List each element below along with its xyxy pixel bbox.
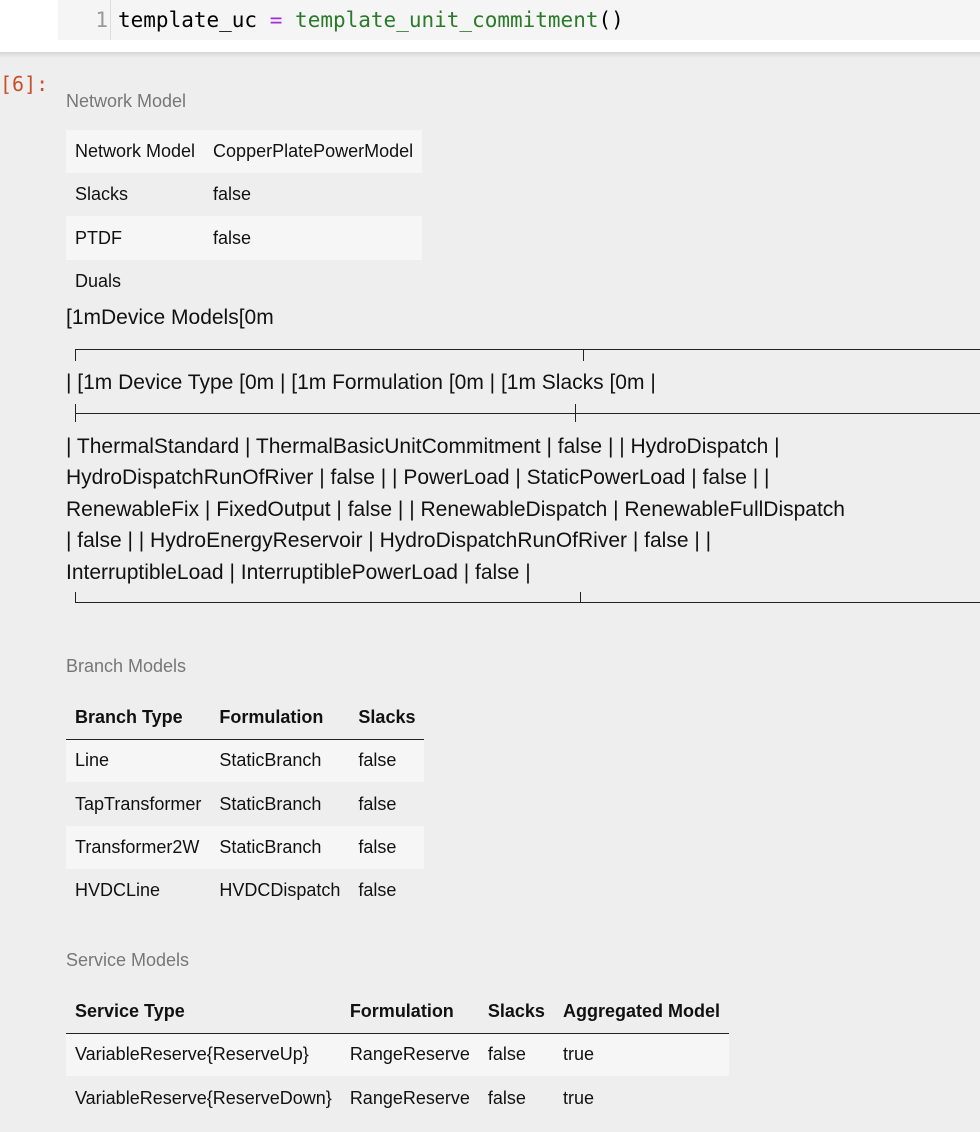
branch-models-title: Branch Models	[66, 656, 187, 676]
table-cell: false	[487, 1087, 526, 1108]
table-header-cell: Slacks	[358, 706, 416, 727]
table-header-row	[66, 990, 729, 1033]
table-cell: PTDF	[75, 227, 122, 248]
output-prompt: [6]:	[0, 72, 49, 96]
table-cell: false	[358, 880, 397, 900]
table-header-cell: Branch Type	[75, 706, 183, 727]
table-row	[66, 1033, 729, 1076]
device-models-title: [1mDevice Models[0m	[66, 306, 274, 329]
table-cell: HVDCLine	[75, 880, 161, 900]
table-header-cell: Formulation	[219, 706, 324, 727]
device-models-line: | false | | HydroEnergyReservoir | HydroDispatchRunOfRiver | false | |	[66, 529, 712, 552]
code-variable: template_uc	[118, 8, 258, 32]
table-cell: true	[562, 1087, 594, 1108]
table-cell: RangeReserve	[349, 1087, 470, 1108]
table-cell: HVDCDispatch	[219, 880, 341, 900]
table-cell: TapTransformer	[75, 793, 202, 814]
table-header-cell: Service Type	[75, 1000, 185, 1021]
box-border-top	[75, 349, 980, 350]
table-header-cell: Aggregated Model	[562, 1000, 720, 1021]
table-cell: Transformer2W	[75, 837, 200, 857]
box-tee-top	[583, 349, 584, 361]
table-cell: VariableReserve{ReserveUp}	[75, 1044, 309, 1065]
table-header-cell: Slacks	[487, 1000, 545, 1021]
device-models-line: InterruptibleLoad | InterruptiblePowerLoad | false |	[66, 561, 531, 584]
box-border-bottom	[75, 602, 980, 603]
table-cell: false	[358, 750, 397, 771]
box-tee-bottom	[580, 592, 581, 603]
table-header-cell: Formulation	[349, 1000, 454, 1021]
table-cell: false	[213, 227, 252, 248]
box-corner-tl	[75, 349, 76, 361]
table-cell	[204, 260, 422, 303]
network-model-table	[66, 130, 422, 303]
code-parens: ()	[598, 8, 624, 32]
table-row	[66, 216, 422, 260]
table-cell: false	[358, 793, 397, 814]
input-cell[interactable]	[0, 0, 980, 52]
line-number: 1	[95, 8, 108, 32]
box-tee-left	[75, 404, 76, 422]
service-models-table	[66, 990, 729, 1120]
table-cell: Duals	[75, 271, 122, 291]
table-row	[66, 782, 424, 826]
table-cell: StaticBranch	[219, 837, 322, 857]
table-cell: false	[358, 837, 397, 857]
table-row	[66, 869, 424, 912]
table-cell: false	[213, 184, 252, 204]
gutter-divider	[110, 0, 111, 40]
device-models-header-line: | [1m Device Type [0m | [1m Formulation [0m | [1m Slacks [0m |	[66, 371, 656, 394]
table-cell: CopperPlatePowerModel	[213, 141, 414, 161]
output-divider-shadow	[0, 52, 980, 58]
service-models-title: Service Models	[66, 950, 190, 970]
table-header-row	[66, 696, 424, 739]
device-models-line: | ThermalStandard | ThermalBasicUnitCommitment | false | | HydroDispatch |	[66, 435, 780, 458]
box-border-mid	[75, 413, 980, 414]
table-row	[66, 173, 422, 216]
table-row	[66, 739, 424, 782]
code-line[interactable]	[118, 0, 624, 40]
box-corner-bl	[75, 592, 76, 603]
box-cross	[575, 404, 576, 422]
table-cell: VariableReserve{ReserveDown}	[75, 1087, 332, 1108]
table-cell: Line	[75, 750, 110, 771]
branch-models-table	[66, 696, 424, 912]
table-cell: Slacks	[75, 184, 129, 204]
table-row	[66, 826, 424, 869]
table-cell: false	[487, 1044, 526, 1065]
table-row	[66, 260, 422, 303]
code-operator: =	[269, 8, 283, 32]
device-models-line: RenewableFix | FixedOutput | false | | RenewableDispatch | RenewableFullDispatch	[66, 498, 845, 521]
table-cell: StaticBranch	[219, 793, 322, 814]
table-cell: RangeReserve	[349, 1044, 470, 1065]
device-models-line: HydroDispatchRunOfRiver | false | | PowerLoad | StaticPowerLoad | false | |	[66, 466, 770, 489]
table-row	[66, 1076, 729, 1120]
table-cell: Network Model	[75, 141, 196, 161]
table-row	[66, 130, 422, 173]
table-cell: StaticBranch	[219, 750, 322, 771]
network-model-title: Network Model	[66, 91, 187, 111]
table-cell: true	[562, 1044, 594, 1065]
code-function: template_unit_commitment	[295, 8, 599, 32]
